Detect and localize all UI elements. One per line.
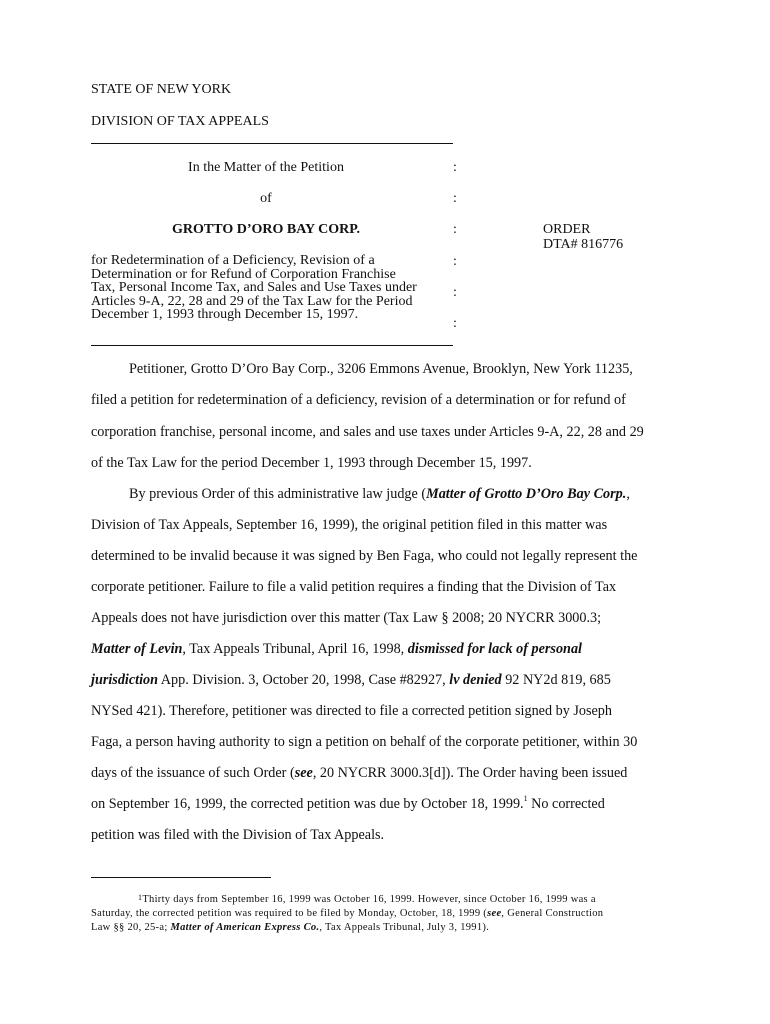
caption-colon: : — [453, 254, 457, 269]
case-citation: Matter of Levin — [91, 641, 183, 657]
body-text: App. Division. 3, October 20, 1998, Case #82927, — [158, 672, 450, 688]
footnote-text: Thirty days from September 16, 1999 was October 16, 1999. However, since October 16, 1999 was a — [142, 894, 596, 905]
citation-signal: lv denied — [449, 672, 502, 688]
body-line: Petitioner, Grotto D’Oro Bay Corp., 3206 Emmons Avenue, Brooklyn, New York 11235, — [129, 361, 633, 377]
caption-purpose-line: December 1, 1993 through December 15, 1997. — [91, 307, 359, 322]
body-text: , 20 NYCRR 3000.3[d]). The Order having been issued — [312, 765, 628, 781]
body-text: 92 NY2d 819, 685 — [501, 672, 611, 688]
body-line: corporate petitioner. Failure to file a valid petition requires a finding that the Division of Tax — [91, 579, 617, 595]
case-citation: Matter of Grotto D’Oro Bay Corp. — [426, 486, 627, 502]
caption-of-line: of — [260, 191, 272, 206]
division-heading: DIVISION OF TAX APPEALS — [91, 114, 269, 129]
caption-purpose-line: Articles 9-A, 22, 28 and 29 of the Tax Law for the Period — [91, 293, 413, 309]
caption-colon: : — [453, 191, 457, 206]
body-line — [91, 672, 611, 689]
body-text: , — [626, 486, 630, 502]
citation-signal: dismissed for lack of personal — [407, 641, 582, 657]
dta-number: DTA# 816776 — [543, 237, 624, 252]
body-line: corporation franchise, personal income, and sales and use taxes under Articles 9-A, 22, 28 and 29 — [91, 424, 644, 440]
caption-colon: : — [453, 222, 457, 237]
body-line: NYSed 421). Therefore, petitioner was directed to file a corrected petition signed by Joseph — [91, 703, 612, 719]
body-line: Faga, a person having authority to sign a petition on behalf of the corporate petitioner, within 30 — [91, 734, 638, 750]
body-line — [91, 765, 627, 782]
case-citation: Matter of American Express Co. — [170, 922, 320, 933]
body-line: of the Tax Law for the period December 1, 1993 through December 15, 1997. — [91, 455, 532, 471]
footnote-marker: 1 — [138, 893, 143, 902]
footnote — [91, 893, 681, 935]
footnote-text: Saturday, the corrected petition was required to be filed by Monday, October, 18, 1999 ( — [91, 908, 488, 919]
citation-signal: see — [487, 908, 502, 919]
caption-purpose-line: Determination or for Refund of Corporation Franchise — [91, 266, 396, 282]
body-line: determined to be invalid because it was signed by Ben Faga, who could not legally represent the — [91, 548, 638, 564]
footnote-line — [91, 893, 681, 907]
footnote-reference[interactable]: 1 — [523, 794, 528, 803]
caption-colon: : — [453, 316, 457, 331]
caption-purpose — [91, 254, 451, 322]
caption-colon: : — [453, 160, 457, 175]
caption-bottom-rule — [91, 345, 453, 346]
footnote-separator — [91, 877, 271, 878]
body-text: No corrected — [527, 796, 605, 812]
body-text: , Tax Appeals Tribunal, April 16, 1998, — [182, 641, 408, 657]
body-line: Appeals does not have jurisdiction over this matter (Tax Law § 2008; 20 NYCRR 3000.3; — [91, 610, 602, 626]
citation-signal: see — [294, 765, 313, 781]
body-line: filed a petition for redetermination of a deficiency, revision of a determination or for refund of — [91, 392, 626, 408]
body-text: By previous Order of this administrative law judge ( — [129, 486, 427, 502]
order-label: ORDER — [543, 222, 591, 237]
body-text: on September 16, 1999, the corrected petition was due by October 18, 1999. — [91, 796, 524, 812]
footnote-text: , General Construction — [501, 908, 604, 919]
footnote-line — [91, 907, 681, 921]
caption-colon: : — [453, 285, 457, 300]
footnote-text: , Tax Appeals Tribunal, July 3, 1991). — [319, 922, 490, 933]
body-line — [91, 641, 582, 658]
caption-matter-line: In the Matter of the Petition — [188, 160, 344, 175]
body-line: Division of Tax Appeals, September 16, 1999), the original petition filed in this matter was — [91, 517, 608, 533]
footnote-text: Law §§ 20, 25-a; — [91, 922, 171, 933]
body-line — [129, 486, 630, 503]
body-line — [91, 796, 605, 813]
footnote-line — [91, 921, 681, 935]
petitioner-name: GROTTO D’ORO BAY CORP. — [172, 222, 360, 237]
state-heading: STATE OF NEW YORK — [91, 82, 232, 97]
citation-signal: jurisdiction — [91, 672, 159, 688]
caption-purpose-line: Tax, Personal Income Tax, and Sales and Use Taxes under — [91, 280, 417, 295]
body-line: petition was filed with the Division of Tax Appeals. — [91, 827, 385, 843]
caption-purpose-line: for Redetermination of a Deficiency, Revision of a — [91, 253, 375, 268]
body-text: days of the issuance of such Order ( — [91, 765, 295, 781]
caption-top-rule — [91, 143, 453, 144]
